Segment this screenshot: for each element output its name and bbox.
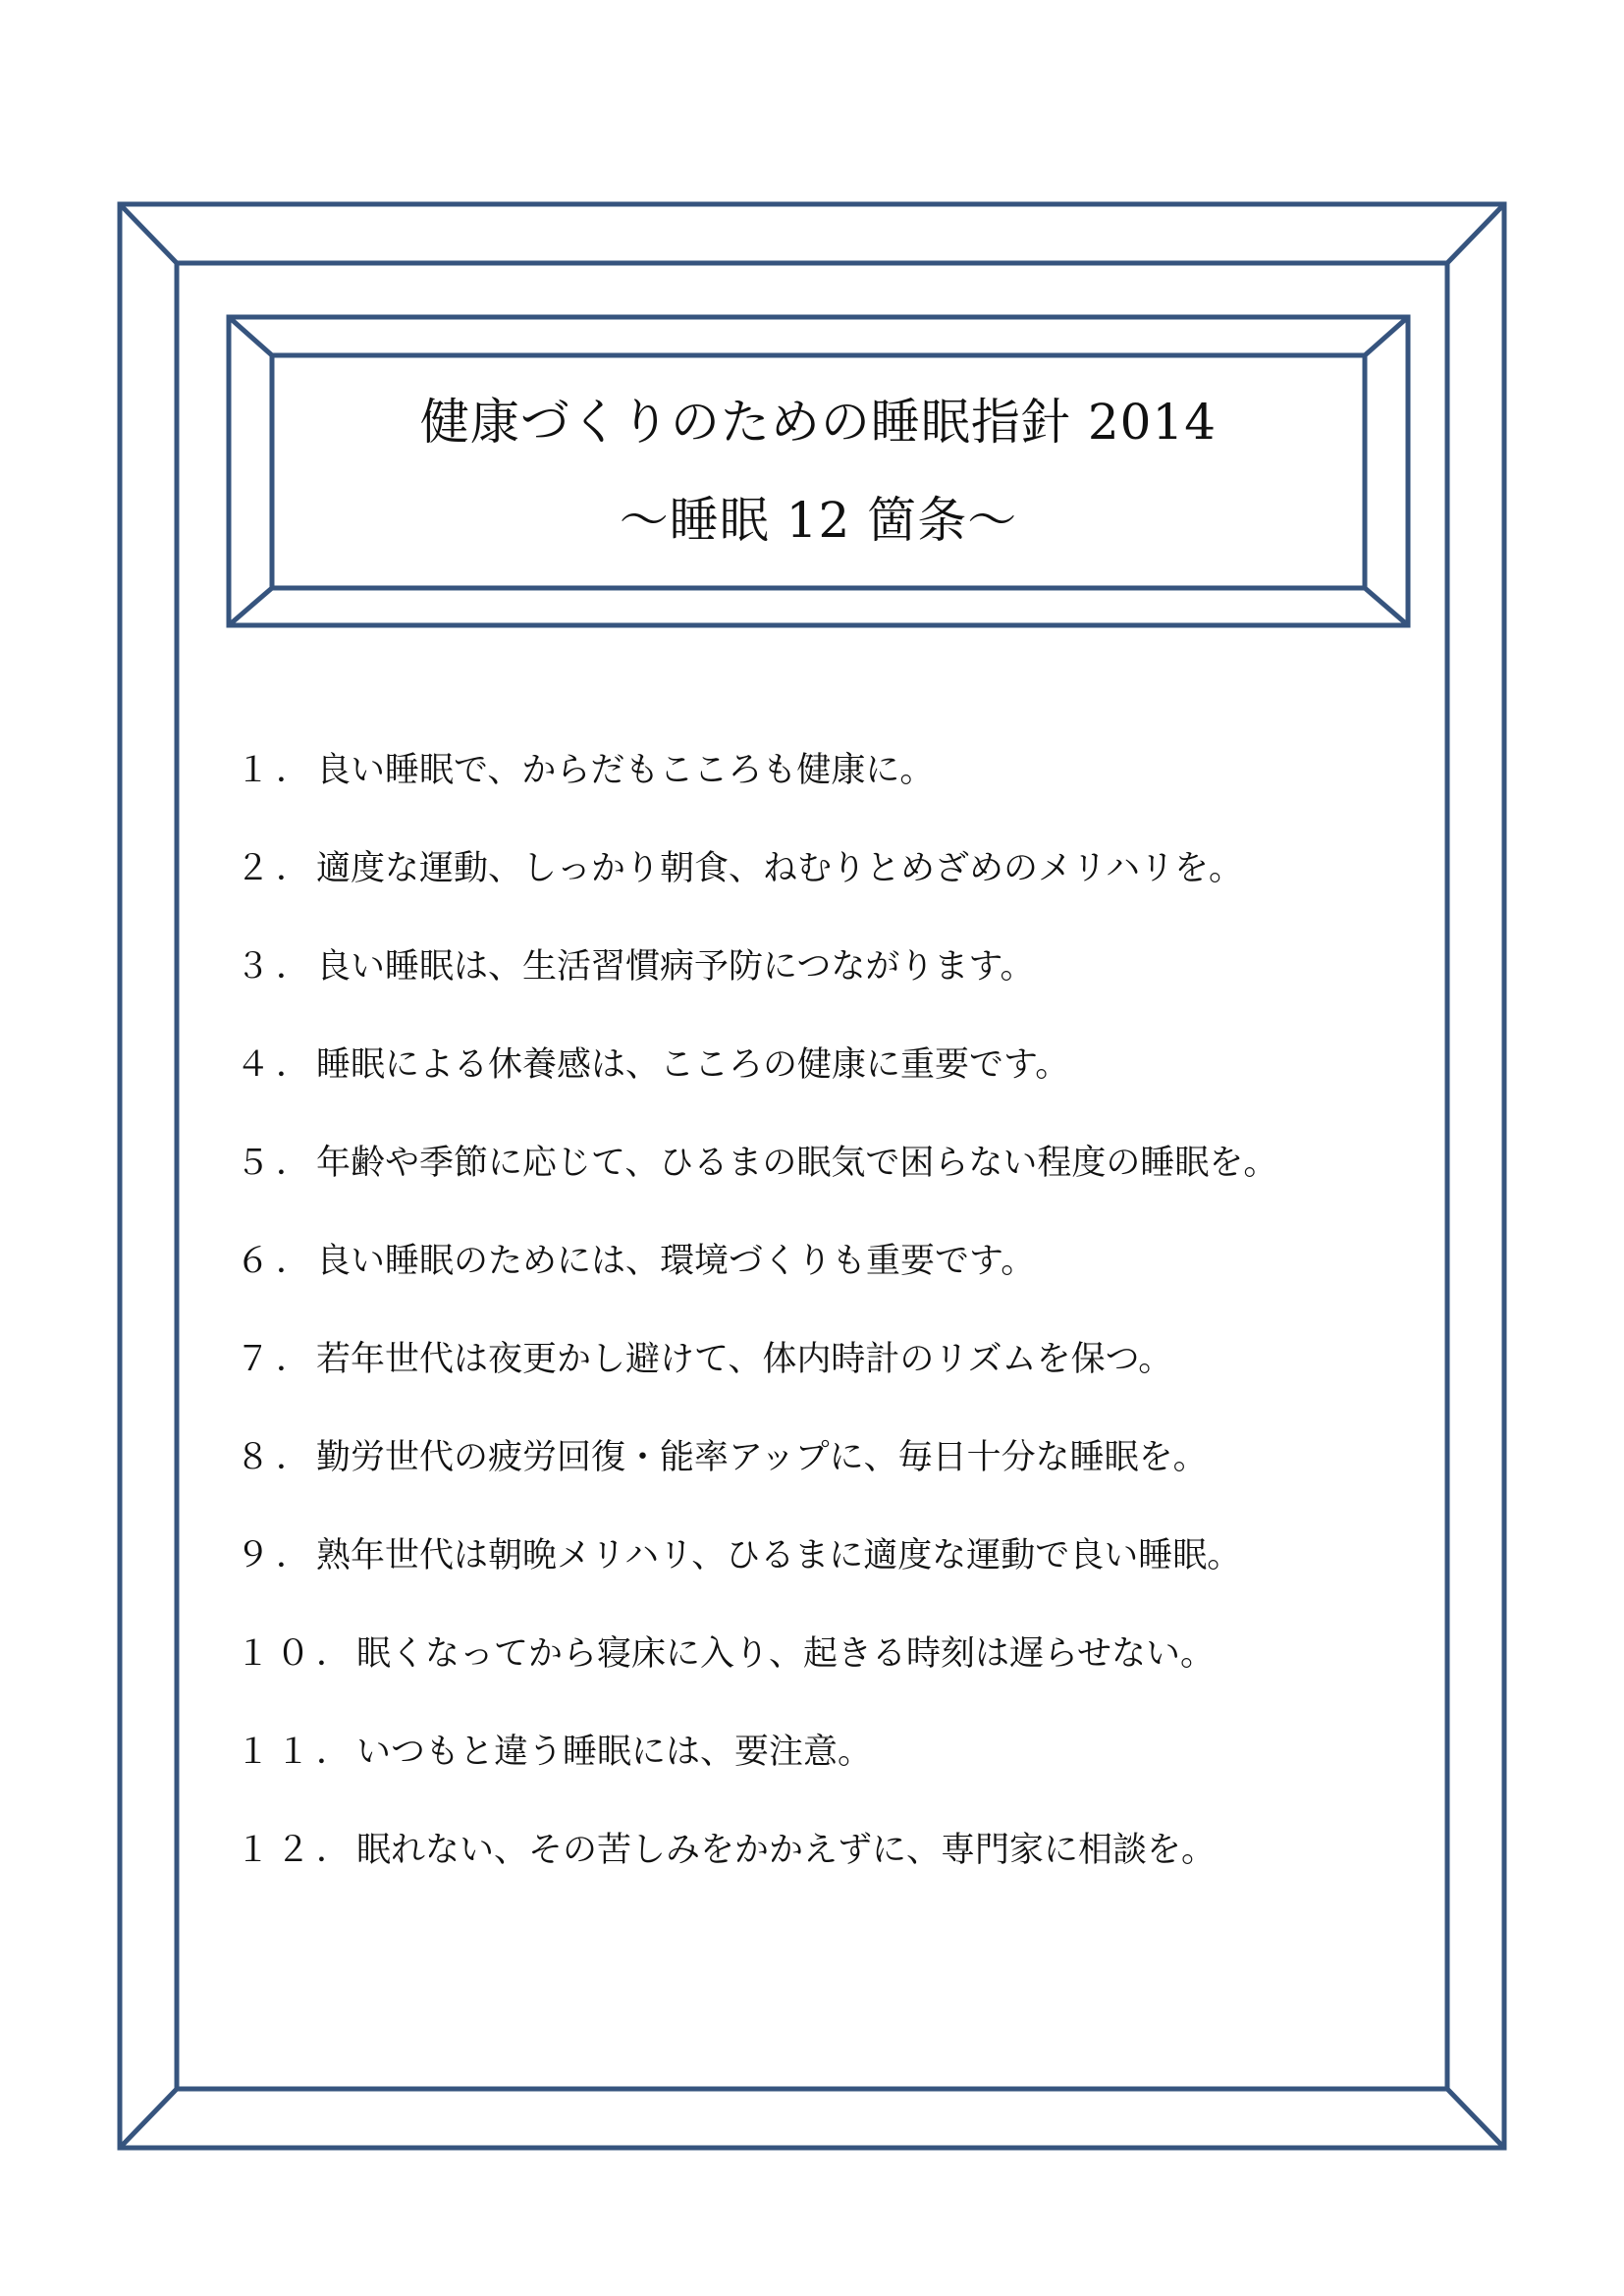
rule-text: 良い睡眠で、からだもこころも健康に。	[316, 751, 935, 790]
rule-text: 適度な運動、しっかり朝食、ねむりとめざめのメリハリを。	[316, 849, 1243, 888]
rule-item-1	[236, 731, 1443, 829]
rule-text: 眠れない、その苦しみをかかえずに、専門家に相談を。	[356, 1831, 1217, 1870]
rule-number: ９．	[236, 1536, 317, 1575]
rule-number: ６．	[236, 1242, 317, 1281]
rule-number: ３．	[236, 947, 317, 987]
rule-item-11	[236, 1713, 1443, 1811]
rule-number: １１．	[236, 1733, 357, 1772]
rule-number: ４．	[236, 1045, 317, 1085]
rule-number: ２．	[236, 849, 317, 888]
rule-number: ７．	[236, 1340, 317, 1379]
page-title: 健康づくりのための睡眠指針 2014	[419, 394, 1218, 451]
rule-item-6	[236, 1222, 1443, 1320]
rule-item-8	[236, 1418, 1443, 1517]
rule-number: １０．	[236, 1634, 357, 1674]
rule-text: 睡眠による休養感は、こころの健康に重要です。	[316, 1045, 1070, 1085]
rule-number: ８．	[236, 1438, 317, 1477]
rule-item-10	[236, 1615, 1443, 1713]
rule-item-2	[236, 829, 1443, 928]
rule-text: 若年世代は夜更かし避けて、体内時計のリズムを保つ。	[316, 1340, 1173, 1379]
rules-list	[236, 731, 1443, 1909]
rule-text: 眠くなってから寝床に入り、起きる時刻は遅らせない。	[356, 1634, 1215, 1674]
rule-number: １２．	[236, 1831, 357, 1870]
rule-item-7	[236, 1320, 1443, 1418]
rule-text: 勤労世代の疲労回復・能率アップに、毎日十分な睡眠を。	[316, 1438, 1208, 1477]
rule-item-5	[236, 1124, 1443, 1222]
rule-item-9	[236, 1517, 1443, 1615]
rule-number: １．	[236, 751, 317, 790]
rule-text: 良い睡眠は、生活習慣病予防につながります。	[316, 947, 1035, 987]
page-subtitle: 〜睡眠 12 箇条〜	[619, 492, 1018, 549]
rule-text: 良い睡眠のためには、環境づくりも重要です。	[316, 1242, 1036, 1281]
rule-text: 熟年世代は朝晩メリハリ、ひるまに適度な運動で良い睡眠。	[316, 1536, 1242, 1575]
rule-item-12	[236, 1811, 1443, 1909]
title-block	[272, 363, 1365, 579]
rule-item-4	[236, 1026, 1443, 1124]
rule-text: いつもと違う睡眠には、要注意。	[356, 1733, 873, 1772]
rule-text: 年齢や季節に応じて、ひるまの眠気で困らない程度の睡眠を。	[316, 1144, 1278, 1183]
rule-item-3	[236, 928, 1443, 1026]
rule-number: ５．	[236, 1144, 317, 1183]
